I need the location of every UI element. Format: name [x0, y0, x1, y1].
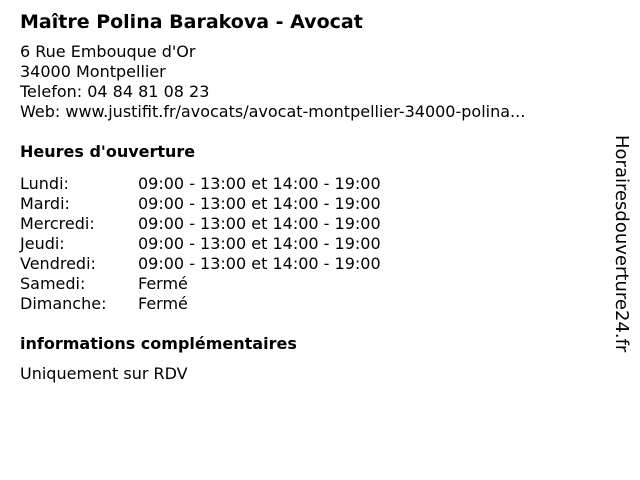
- business-card: [20, 10, 600, 384]
- hours-row: [20, 214, 600, 234]
- phone-line: Telefon: 04 84 81 08 23: [20, 82, 210, 101]
- hours-row: [20, 254, 600, 274]
- web-line[interactable]: Web: www.justifit.fr/avocats/avocat-montpellier-34000-polina...: [20, 102, 526, 121]
- address-city: 34000 Montpellier: [20, 62, 166, 81]
- info-text: Uniquement sur RDV: [20, 364, 188, 383]
- day-label: Lundi:: [20, 174, 69, 193]
- day-hours: 09:00 - 13:00 et 14:00 - 19:00: [138, 194, 381, 213]
- day-hours: Fermé: [138, 274, 188, 293]
- day-label: Mardi:: [20, 194, 70, 213]
- day-hours: 09:00 - 13:00 et 14:00 - 19:00: [138, 214, 381, 233]
- day-hours: Fermé: [138, 294, 188, 313]
- hours-row: [20, 274, 600, 294]
- day-label: Mercredi:: [20, 214, 95, 233]
- day-hours: 09:00 - 13:00 et 14:00 - 19:00: [138, 254, 381, 273]
- day-label: Dimanche:: [20, 294, 107, 313]
- day-hours: 09:00 - 13:00 et 14:00 - 19:00: [138, 174, 381, 193]
- hours-table: [20, 174, 600, 314]
- address-street: 6 Rue Embouque d'Or: [20, 42, 196, 61]
- business-name: Maître Polina Barakova - Avocat: [20, 11, 363, 33]
- day-hours: 09:00 - 13:00 et 14:00 - 19:00: [138, 234, 381, 253]
- day-label: Vendredi:: [20, 254, 96, 273]
- day-label: Samedi:: [20, 274, 86, 293]
- info-heading: informations complémentaires: [20, 334, 297, 353]
- hours-row: [20, 194, 600, 214]
- hours-row: [20, 234, 600, 254]
- hours-row: [20, 174, 600, 194]
- site-watermark: Horairesdouverture24.fr: [611, 135, 632, 353]
- hours-row: [20, 294, 600, 314]
- hours-heading: Heures d'ouverture: [20, 142, 196, 161]
- day-label: Jeudi:: [20, 234, 65, 253]
